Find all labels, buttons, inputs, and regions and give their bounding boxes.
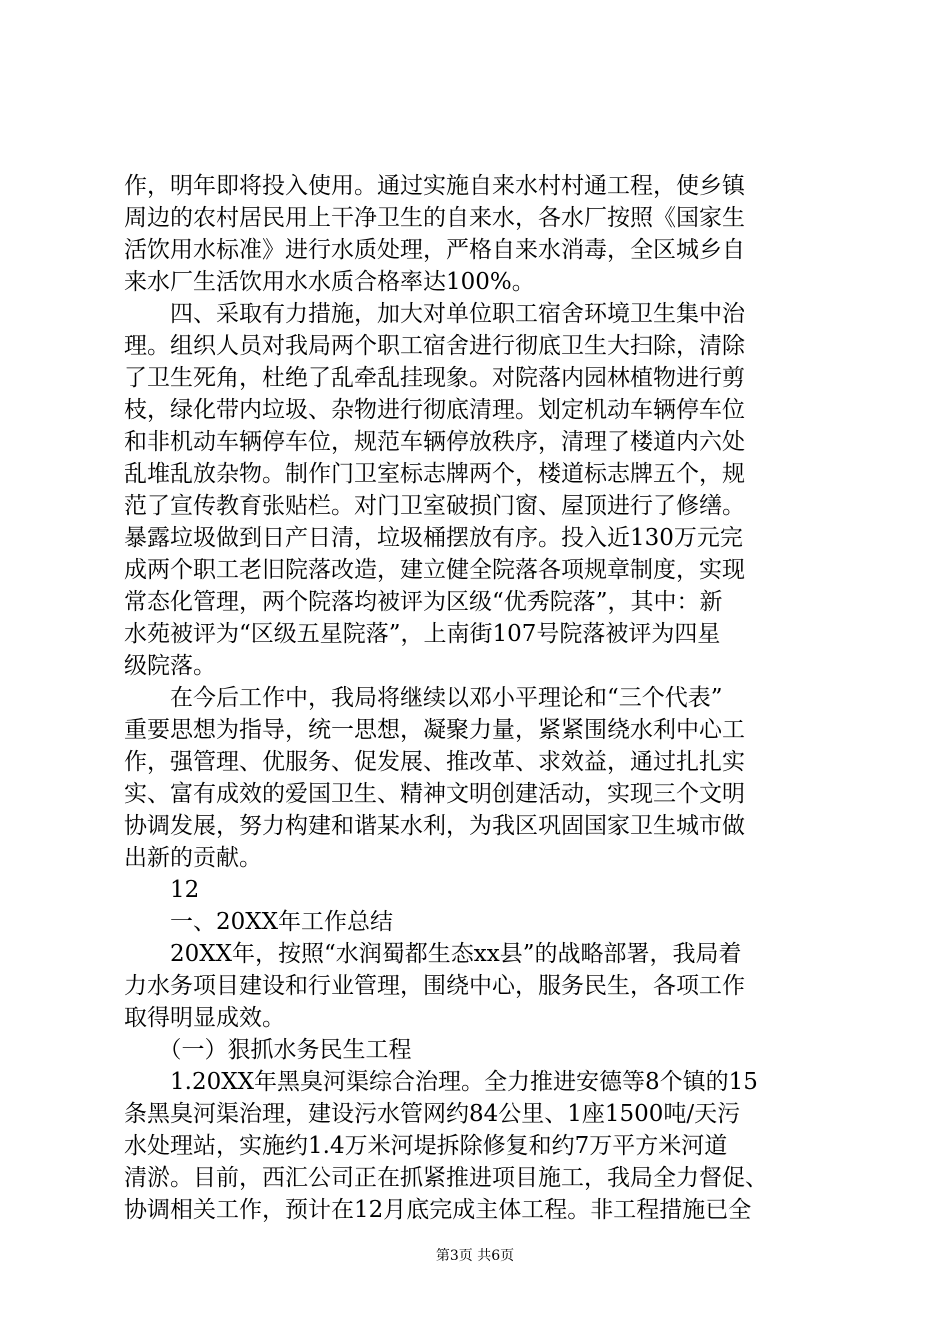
- text-line: 四、采取有力措施，加大对单位职工宿舍环境卫生集中治: [124, 301, 745, 327]
- text-line: 暴露垃圾做到日产日清，垃圾桶摆放有序。投入近130万元完: [124, 525, 743, 551]
- text-line: 清淤。目前，西汇公司正在抓紧推进项目施工，我局全力督促、: [124, 1165, 768, 1191]
- text-line: 12: [124, 877, 200, 903]
- text-line: 了卫生死角，杜绝了乱牵乱挂现象。对院落内园林植物进行剪: [124, 365, 745, 391]
- text-line: 1.20XX年黑臭河渠综合治理。全力推进安德等8个镇的15: [124, 1069, 758, 1095]
- text-line: 理。组织人员对我局两个职工宿舍进行彻底卫生大扫除，清除: [124, 333, 745, 359]
- text-line: 水处理站，实施约1.4万米河堤拆除修复和约7万平方米河道: [124, 1133, 728, 1159]
- text-line: 重要思想为指导，统一思想，凝聚力量，紧紧围绕水利中心工: [124, 717, 745, 743]
- text-line: 乱堆乱放杂物。制作门卫室标志牌两个，楼道标志牌五个，规: [124, 461, 745, 487]
- text-line: 取得明显成效。: [124, 1005, 285, 1031]
- text-line: 20XX年，按照“水润蜀都生态xx县”的战略部署，我局着: [124, 941, 742, 967]
- text-line: 周边的农村居民用上干净卫生的自来水，各水厂按照《国家生: [124, 205, 745, 231]
- text-line: 成两个职工老旧院落改造，建立健全院落各项规章制度，实现: [124, 557, 745, 583]
- text-line: 力水务项目建设和行业管理，围绕中心，服务民生，各项工作: [124, 973, 745, 999]
- subsection-heading: （一）狠抓水务民生工程: [124, 1037, 412, 1063]
- text-line: 活饮用水标准》进行水质处理，严格自来水消毒，全区城乡自: [124, 237, 745, 263]
- text-line: 条黑臭河渠治理，建设污水管网约84公里、1座1500吨/天污: [124, 1101, 741, 1127]
- document-body: [124, 170, 839, 1226]
- text-line: 协调发展，努力构建和谐某水利，为我区巩固国家卫生城市做: [124, 813, 745, 839]
- text-line: 范了宣传教育张贴栏。对门卫室破损门窗、屋顶进行了修缮。: [124, 493, 745, 519]
- text-line: 作，强管理、优服务、促发展、推改革、求效益，通过扎扎实: [124, 749, 745, 775]
- text-line: 水苑被评为“区级五星院落”，上南街107号院落被评为四星: [124, 621, 721, 647]
- text-line: 常态化管理，两个院落均被评为区级“优秀院落”，其中：新: [124, 589, 723, 615]
- text-line: 实、富有成效的爱国卫生、精神文明创建活动，实现三个文明: [124, 781, 745, 807]
- text-line: 枝，绿化带内垃圾、杂物进行彻底清理。划定机动车辆停车位: [124, 397, 745, 423]
- text-line: 作，明年即将投入使用。通过实施自来水村村通工程，使乡镇: [124, 173, 745, 199]
- text-line: 来水厂生活饮用水水质合格率达100%。: [124, 269, 535, 295]
- text-line: 级院落。: [124, 653, 216, 679]
- text-line: 和非机动车辆停车位，规范车辆停放秩序，清理了楼道内六处: [124, 429, 745, 455]
- page-number-footer: 第3页 共6页: [435, 1248, 515, 1264]
- text-line: 在今后工作中，我局将继续以邓小平理论和“三个代表”: [124, 685, 723, 711]
- section-heading: 一、20XX年工作总结: [124, 909, 394, 935]
- text-line: 出新的贡献。: [124, 845, 262, 871]
- text-line: 协调相关工作，预计在12月底完成主体工程。非工程措施已全: [124, 1197, 752, 1223]
